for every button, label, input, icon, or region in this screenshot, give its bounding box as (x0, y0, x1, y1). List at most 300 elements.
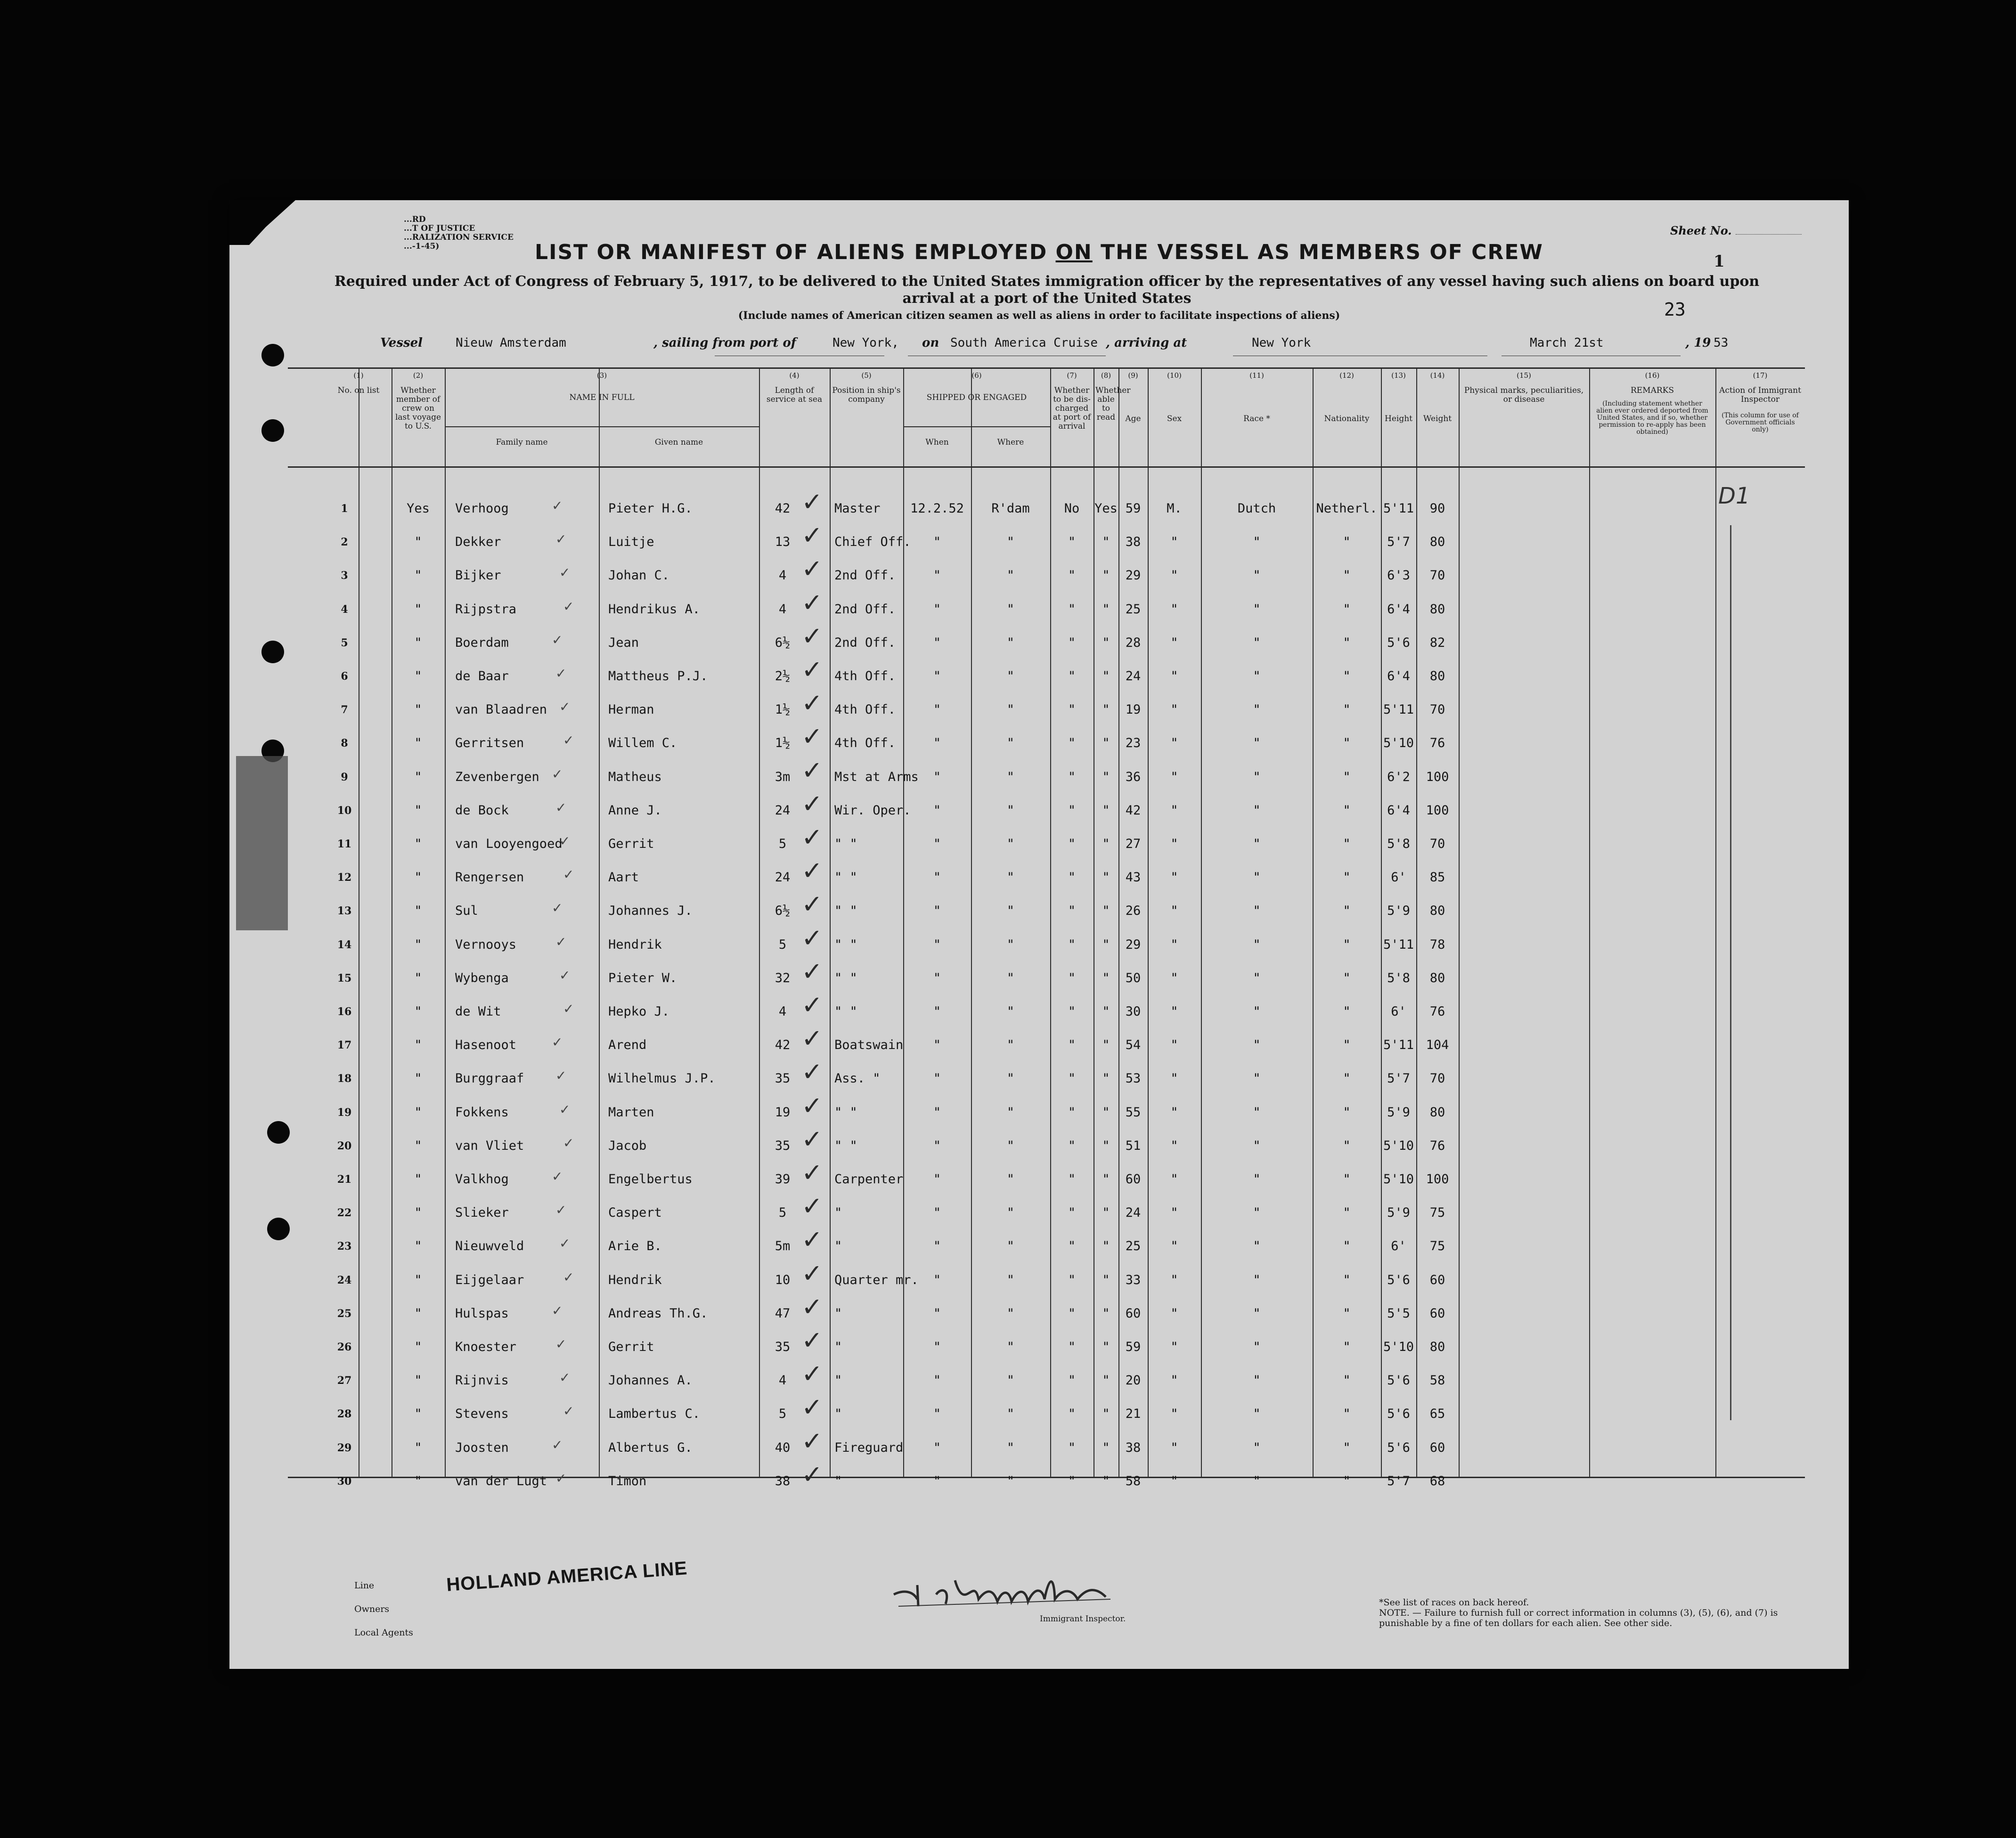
sex: " (1170, 1239, 1178, 1254)
row-number: 28 (337, 1408, 352, 1421)
punch-hole (261, 419, 284, 442)
on-label: on (922, 336, 939, 350)
weight: 70 (1429, 702, 1445, 717)
discharged: " (1068, 937, 1076, 952)
inspector-bracket (1730, 525, 1731, 1420)
row-number: 12 (337, 871, 352, 884)
column-header-c7: Whether to be dis-charged at port of arrival (1053, 386, 1091, 431)
discharged: " (1068, 1172, 1076, 1187)
nationality: " (1343, 769, 1351, 784)
row-number: 11 (337, 838, 352, 850)
position: Boatswain (834, 1038, 904, 1053)
height: 5'9 (1387, 1205, 1410, 1220)
row-number: 4 (341, 603, 348, 616)
service-length: 35 (775, 1340, 791, 1354)
given-name: Andreas Th.G. (608, 1306, 708, 1321)
table-row (288, 1258, 1805, 1307)
table-row (288, 1359, 1805, 1407)
shipped-when: " (933, 903, 941, 919)
tick-mark-icon: ✓ (552, 632, 563, 648)
checkmark-icon: ✓ (801, 554, 823, 584)
family-name: Rijnvis (455, 1373, 509, 1388)
column-number: (13) (1391, 371, 1406, 380)
given-name: Johan C. (608, 568, 670, 583)
family-name: van der Lugt (455, 1473, 547, 1488)
able-to-read: " (1102, 568, 1110, 583)
age: 26 (1125, 903, 1141, 919)
shipped-when: " (933, 702, 941, 717)
able-to-read: Yes (1094, 501, 1118, 516)
crew-table (288, 367, 1805, 1489)
shipped-where: " (1006, 1105, 1015, 1120)
column-number: (3) (596, 371, 607, 380)
sex: " (1170, 1205, 1178, 1220)
tick-mark-icon: ✓ (555, 799, 567, 815)
age: 51 (1125, 1138, 1141, 1153)
service-length: 4 (778, 602, 787, 617)
race: " (1253, 803, 1261, 818)
service-length: 6½ (775, 635, 791, 650)
sex: " (1170, 803, 1178, 818)
discharged: " (1068, 769, 1076, 784)
crew-last-voyage: " (414, 1373, 422, 1388)
discharged: " (1068, 1473, 1076, 1488)
nationality: " (1343, 803, 1351, 818)
crew-last-voyage: " (414, 1407, 422, 1422)
table-row (288, 688, 1805, 736)
discharged: " (1068, 1340, 1076, 1354)
discharged: " (1068, 837, 1076, 851)
crew-last-voyage: " (414, 769, 422, 784)
position: " (834, 1373, 842, 1388)
able-to-read: " (1102, 1071, 1110, 1086)
race: " (1253, 1272, 1261, 1287)
race: " (1253, 1373, 1261, 1388)
row-number: 25 (337, 1307, 352, 1320)
discharged: " (1068, 568, 1076, 583)
able-to-read: " (1102, 669, 1110, 683)
row-number: 9 (341, 771, 348, 783)
table-row (288, 1124, 1805, 1172)
punch-hole (267, 1218, 290, 1240)
race: " (1253, 702, 1261, 717)
position: " " (834, 970, 857, 985)
able-to-read: " (1102, 535, 1110, 550)
table-row (288, 655, 1805, 703)
tick-mark-icon: ✓ (559, 1236, 571, 1252)
checkmark-icon: ✓ (801, 822, 823, 852)
height: 6'4 (1387, 669, 1410, 683)
year-prefix: , 19 (1685, 336, 1711, 350)
able-to-read: " (1102, 1440, 1110, 1455)
table-row (288, 1024, 1805, 1072)
page-number: 23 (1664, 299, 1686, 320)
position: " " (834, 837, 857, 851)
column-header-c12: Nationality (1324, 414, 1370, 423)
weight: 76 (1429, 736, 1445, 751)
crew-last-voyage: " (414, 635, 422, 650)
position: " " (834, 1004, 857, 1019)
crew-last-voyage: " (414, 1272, 422, 1287)
crew-last-voyage: " (414, 1138, 422, 1153)
checkmark-icon: ✓ (801, 923, 823, 953)
family-name: Fokkens (455, 1105, 509, 1120)
weight: 65 (1429, 1407, 1445, 1422)
crew-last-voyage: " (414, 903, 422, 919)
table-row (288, 1292, 1805, 1340)
family-name: Stevens (455, 1407, 509, 1422)
tick-mark-icon: ✓ (552, 1169, 563, 1184)
crew-last-voyage: " (414, 1340, 422, 1354)
discharged: " (1068, 970, 1076, 985)
sex: " (1170, 602, 1178, 617)
shipped-where: " (1006, 870, 1015, 885)
sex: " (1170, 870, 1178, 885)
able-to-read: " (1102, 803, 1110, 818)
service-length: 5 (778, 937, 787, 952)
given-name: Herman (608, 702, 654, 717)
tick-mark-icon: ✓ (555, 1336, 567, 1352)
shipped-when: 12.2.52 (910, 501, 964, 516)
checkmark-icon: ✓ (801, 1359, 823, 1389)
given-name: Engelbertus (608, 1172, 693, 1187)
service-length: 42 (775, 501, 791, 516)
discharged: " (1068, 736, 1076, 751)
able-to-read: " (1102, 1038, 1110, 1053)
sex: " (1170, 635, 1178, 650)
discharged: " (1068, 1440, 1076, 1455)
table-row (288, 789, 1805, 837)
given-name: Jean (608, 635, 639, 650)
race: " (1253, 568, 1261, 583)
race: " (1253, 769, 1261, 784)
column-number: (6) (971, 371, 982, 380)
tick-mark-icon: ✓ (555, 1068, 567, 1084)
nationality: " (1343, 635, 1351, 650)
able-to-read: " (1102, 1340, 1110, 1354)
nationality: " (1343, 870, 1351, 885)
row-number: 10 (337, 804, 352, 817)
tick-mark-icon: ✓ (555, 666, 567, 681)
height: 5'11 (1383, 937, 1414, 952)
checkmark-icon: ✓ (801, 1459, 823, 1489)
row-number: 22 (337, 1207, 352, 1220)
checkmark-icon: ✓ (801, 1090, 823, 1121)
height: 5'6 (1387, 1407, 1410, 1422)
sex: " (1170, 568, 1178, 583)
service-length: 38 (775, 1473, 791, 1488)
table-row (288, 956, 1805, 1005)
table-row (288, 520, 1805, 569)
age: 30 (1125, 1004, 1141, 1019)
arriving-label: , arriving at (1106, 336, 1187, 350)
height: 5'7 (1387, 1071, 1410, 1086)
page-title: LIST OR MANIFEST OF ALIENS EMPLOYED ON THE VESSEL AS MEMBERS OF CREW (535, 240, 1543, 264)
given-name: Gerrit (608, 1340, 654, 1354)
nationality: " (1343, 702, 1351, 717)
weight: 70 (1429, 1071, 1445, 1086)
line-stamp: HOLLAND AMERICA LINE (446, 1558, 688, 1595)
weight: 75 (1429, 1239, 1445, 1254)
position: Wir. Oper. (834, 803, 911, 818)
checkmark-icon: ✓ (801, 1292, 823, 1322)
race: " (1253, 870, 1261, 885)
able-to-read: " (1102, 1239, 1110, 1254)
tick-mark-icon: ✓ (559, 565, 571, 581)
nationality: " (1343, 736, 1351, 751)
table-row (288, 990, 1805, 1038)
discharged: " (1068, 602, 1076, 617)
sex: " (1170, 736, 1178, 751)
crew-last-voyage: " (414, 1440, 422, 1455)
row-number: 6 (341, 670, 348, 683)
able-to-read: " (1102, 970, 1110, 985)
shipped-when: " (933, 837, 941, 851)
crew-last-voyage: " (414, 1105, 422, 1120)
tick-mark-icon: ✓ (563, 598, 574, 614)
sailing-from: New York, (833, 336, 899, 350)
column-header-family-name: Family name (496, 438, 548, 447)
checkmark-icon: ✓ (801, 688, 823, 718)
service-length: 4 (778, 1004, 787, 1019)
vessel-name: Nieuw Amsterdam (456, 336, 566, 350)
able-to-read: " (1102, 1138, 1110, 1153)
service-length: 32 (775, 970, 791, 985)
shipped-where: " (1006, 1172, 1015, 1187)
shipped-when: " (933, 1440, 941, 1455)
sex: " (1170, 1105, 1178, 1120)
tick-mark-icon: ✓ (563, 1403, 574, 1419)
torn-corner (229, 200, 295, 245)
column-number: (7) (1067, 371, 1077, 380)
height: 5'11 (1383, 1038, 1414, 1053)
crew-last-voyage: " (414, 803, 422, 818)
tick-mark-icon: ✓ (552, 1034, 563, 1050)
discharged: " (1068, 1004, 1076, 1019)
height: 6' (1391, 870, 1406, 885)
age: 54 (1125, 1038, 1141, 1053)
tick-mark-icon: ✓ (559, 1370, 571, 1386)
given-name: Lambertus C. (608, 1407, 701, 1422)
shipped-when: " (933, 1172, 941, 1187)
height: 5'9 (1387, 1105, 1410, 1120)
age: 29 (1125, 937, 1141, 952)
position: 2nd Off. (834, 568, 896, 583)
shipped-where: " (1006, 803, 1015, 818)
table-row (288, 587, 1805, 636)
weight: 80 (1429, 669, 1445, 683)
family-name: Hulspas (455, 1306, 509, 1321)
column-header-c15: Physical marks, peculiarities, or disease (1464, 386, 1584, 404)
position: " " (834, 937, 857, 952)
discharged: " (1068, 803, 1076, 818)
given-name: Arend (608, 1038, 647, 1053)
race: " (1253, 736, 1261, 751)
family-name: Nieuwveld (455, 1239, 524, 1254)
weight: 76 (1429, 1138, 1445, 1153)
given-name: Johannes A. (608, 1373, 693, 1388)
column-number: (15) (1517, 371, 1531, 380)
weight: 80 (1429, 1105, 1445, 1120)
age: 60 (1125, 1306, 1141, 1321)
position: Carpenter (834, 1172, 904, 1187)
crew-last-voyage: " (414, 937, 422, 952)
inspector-subheader: (This column for use of Government officials only) (1722, 412, 1799, 433)
weight: 100 (1426, 769, 1449, 784)
checkmark-icon: ✓ (801, 1158, 823, 1187)
age: 23 (1125, 736, 1141, 751)
height: 5'9 (1387, 903, 1410, 919)
checkmark-icon: ✓ (801, 1191, 823, 1221)
shipped-when: " (933, 635, 941, 650)
row-number: 24 (337, 1274, 352, 1286)
family-name: Verhoog (455, 501, 509, 516)
given-name: Hendrik (608, 1272, 662, 1287)
tick-mark-icon: ✓ (552, 1302, 563, 1318)
tick-mark-icon: ✓ (559, 967, 571, 983)
sex: " (1170, 1473, 1178, 1488)
tick-mark-icon: ✓ (563, 1269, 574, 1285)
race: " (1253, 937, 1261, 952)
column-number: (12) (1339, 371, 1354, 380)
position: Mst at Arms (834, 769, 919, 784)
discharged: No (1064, 501, 1080, 516)
weight: 58 (1429, 1373, 1445, 1388)
given-name: Matheus (608, 769, 662, 784)
table-row (288, 1225, 1805, 1273)
position: Quarter mr. (834, 1272, 919, 1287)
shipped-where: " (1006, 1239, 1015, 1254)
given-name: Willem C. (608, 736, 677, 751)
weight: 100 (1426, 803, 1449, 818)
column-header-c1: No. on list (337, 386, 380, 395)
given-name: Luitje (608, 535, 654, 550)
weight: 60 (1429, 1440, 1445, 1455)
nationality: " (1343, 1440, 1351, 1455)
sheet-number-label: Sheet No. (1670, 224, 1802, 237)
punch-hole (261, 641, 284, 663)
column-header-c10: Sex (1167, 414, 1182, 423)
sex: " (1170, 970, 1178, 985)
shipped-when: " (933, 1272, 941, 1287)
given-name: Albertus G. (608, 1440, 693, 1455)
nationality: " (1343, 837, 1351, 851)
row-number: 14 (337, 938, 352, 951)
shipped-where: " (1006, 1440, 1015, 1455)
shipped-when: " (933, 1205, 941, 1220)
checkmark-icon: ✓ (801, 520, 823, 551)
race: " (1253, 1138, 1261, 1153)
nationality: " (1343, 1071, 1351, 1086)
race: " (1253, 1172, 1261, 1187)
sex: " (1170, 1138, 1178, 1153)
sex: " (1170, 903, 1178, 919)
shipped-where: " (1006, 1373, 1015, 1388)
service-length: 24 (775, 870, 791, 885)
shipped-where: " (1006, 837, 1015, 851)
nationality: " (1343, 1172, 1351, 1187)
height: 6'4 (1387, 803, 1410, 818)
shipped-when: " (933, 568, 941, 583)
crew-last-voyage: " (414, 1004, 422, 1019)
height: 5'6 (1387, 1440, 1410, 1455)
arrival-year: 53 (1714, 336, 1729, 350)
age: 24 (1125, 1205, 1141, 1220)
service-length: 1½ (775, 736, 791, 751)
shipped-when: " (933, 669, 941, 683)
position: " (834, 1407, 842, 1422)
table-row (288, 1158, 1805, 1206)
family-name: de Wit (455, 1004, 501, 1019)
height: 5'10 (1383, 736, 1414, 751)
nationality: " (1343, 1205, 1351, 1220)
column-number: (11) (1249, 371, 1264, 380)
race: " (1253, 1440, 1261, 1455)
discharged: " (1068, 1071, 1076, 1086)
shipped-when: " (933, 1473, 941, 1488)
service-length: 4 (778, 568, 787, 583)
crew-last-voyage: " (414, 602, 422, 617)
table-row (288, 1057, 1805, 1105)
discharged: " (1068, 903, 1076, 919)
age: 50 (1125, 970, 1141, 985)
shipped-where: " (1006, 1473, 1015, 1488)
sex: " (1170, 669, 1178, 683)
sex: " (1170, 535, 1178, 550)
crew-last-voyage: Yes (407, 501, 430, 516)
service-length: 1½ (775, 702, 791, 717)
height: 6'2 (1387, 769, 1410, 784)
shipped-where: " (1006, 1306, 1015, 1321)
family-name: Eijgelaar (455, 1272, 524, 1287)
height: 5'6 (1387, 635, 1410, 650)
checkmark-icon: ✓ (801, 1024, 823, 1054)
discharged: " (1068, 1306, 1076, 1321)
tick-mark-icon: ✓ (555, 1202, 567, 1218)
column-header-c3: NAME IN FULL (569, 393, 635, 402)
age: 36 (1125, 769, 1141, 784)
nationality: " (1343, 1239, 1351, 1254)
able-to-read: " (1102, 1205, 1110, 1220)
shipped-when: " (933, 1239, 941, 1254)
able-to-read: " (1102, 1105, 1110, 1120)
service-length: 5 (778, 1205, 787, 1220)
weight: 100 (1426, 1172, 1449, 1187)
crew-last-voyage: " (414, 736, 422, 751)
remarks-subheader: (Including statement whether alien ever ordered deported from United States, and if so, whether permission to re-apply has been obtained) (1596, 400, 1708, 436)
sex: " (1170, 1071, 1178, 1086)
service-length: 24 (775, 803, 791, 818)
row-number: 30 (337, 1475, 352, 1488)
column-header-c9: Age (1125, 414, 1141, 423)
row-number: 15 (337, 972, 352, 984)
family-name: Knoester (455, 1340, 517, 1354)
service-length: 2½ (775, 669, 791, 683)
line-label: Line (354, 1580, 375, 1591)
family-name: Bijker (455, 568, 501, 583)
checkmark-icon: ✓ (801, 1057, 823, 1087)
race: " (1253, 1071, 1261, 1086)
height: 5'11 (1383, 501, 1414, 516)
race: " (1253, 602, 1261, 617)
nationality: " (1343, 1407, 1351, 1422)
shipped-when: " (933, 970, 941, 985)
nationality: " (1343, 1473, 1351, 1488)
column-number: (16) (1645, 371, 1660, 380)
crew-last-voyage: " (414, 1071, 422, 1086)
shipped-when: " (933, 602, 941, 617)
weight: 70 (1429, 568, 1445, 583)
